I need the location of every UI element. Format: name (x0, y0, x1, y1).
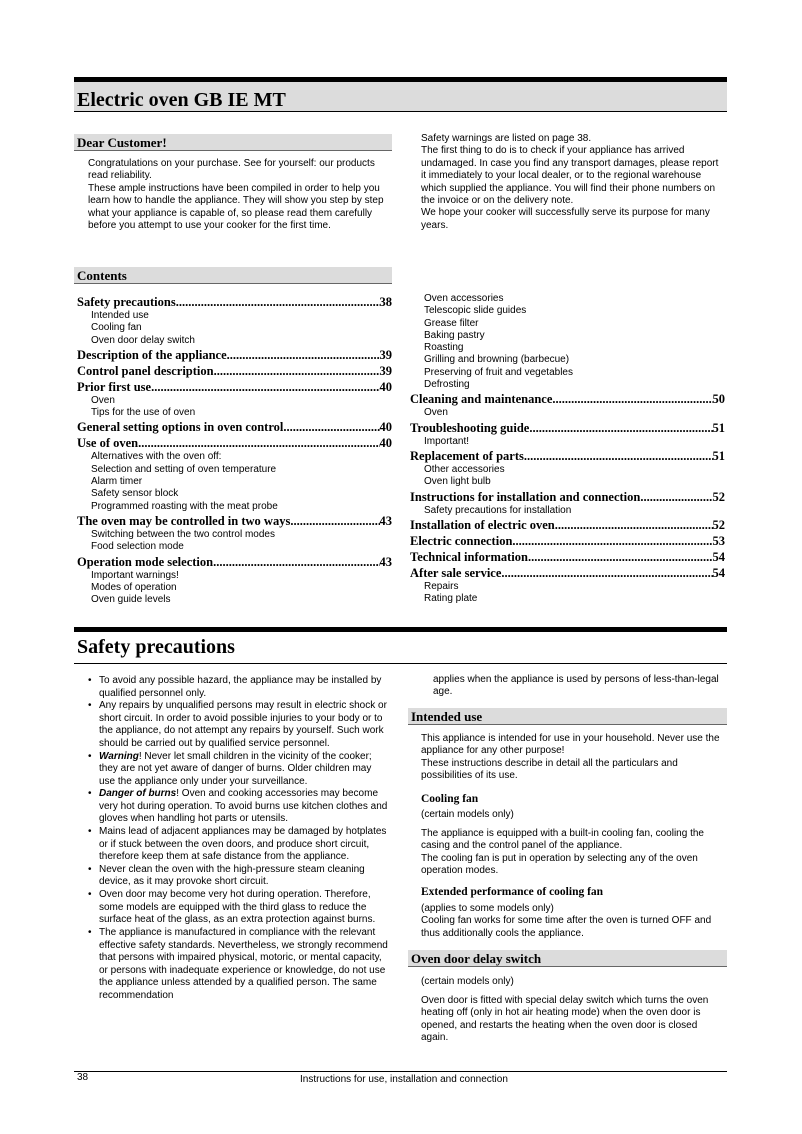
bullet-emphasis: Danger of burns (99, 788, 177, 800)
list-item (88, 700, 388, 750)
intended-use-heading: Intended use (408, 708, 727, 725)
dear-customer-left-text (88, 158, 390, 232)
list-item (88, 927, 388, 1002)
toc-entry[interactable] (410, 448, 725, 464)
toc-subentry: Rating plate (424, 593, 478, 605)
safety-bullet-list (88, 675, 388, 1002)
footer-rule (74, 1071, 727, 1072)
paragraph: This appliance is intended for use in your household. Never use the appliance for any other purpose! (421, 733, 720, 757)
list-item (88, 864, 388, 889)
paragraph: Congratulations on your purchase. See for yourself: our products read reliability. (88, 158, 375, 182)
toc-subentry: Important! (424, 435, 470, 447)
toc-entry-title: Safety precautions (77, 295, 176, 309)
cooling-fan-heading: Cooling fan (421, 793, 479, 805)
toc-entry[interactable] (77, 435, 392, 451)
bullet-text: ! Oven and cooking accessories may become very hot during operation. To avoid burns use kitchen clothes and gloves when handling hot parts or utensils. (99, 788, 388, 825)
toc-entry[interactable] (410, 391, 725, 407)
list-item (88, 826, 388, 864)
toc-entry-page: 39 (379, 347, 392, 362)
toc-entry-page: 43 (379, 513, 392, 528)
toc-subentry: Oven light bulb (424, 476, 491, 488)
intended-use-text (421, 733, 723, 783)
toc-entry-page: 40 (379, 436, 392, 451)
page-title: Electric oven GB IE MT (77, 89, 286, 111)
toc-entry[interactable] (410, 517, 725, 533)
bullet-text: The appliance is manufactured in compliance with the relevant effective safety standards. Nevertheless, we strongly recommend that persons with impaired physical, motoric, or mental capacity, or persons with inadequate experience or knowledge, do not use the appliance unless attended by a qualified person. The same recommendation (99, 927, 388, 1001)
toc-entry-page: 52 (712, 489, 725, 504)
toc-entry[interactable] (410, 420, 725, 436)
toc-entry[interactable] (77, 554, 392, 570)
toc-entry-title: The oven may be controlled in two ways (77, 513, 291, 528)
cooling-fan-text (421, 828, 723, 878)
toc-subentry: Repairs (424, 580, 459, 592)
bullet-text: Never clean the oven with the high-pressure steam cleaning device, as it may provoke short circuit. (99, 863, 365, 888)
toc-subentry: Alarm timer (91, 476, 143, 488)
bullet-text: To avoid any possible hazard, the appliance may be installed by qualified personnel only. (99, 675, 382, 699)
safety-title-rule (74, 663, 727, 664)
list-item (88, 788, 388, 826)
title-band (74, 82, 727, 112)
toc-subentry: Intended use (91, 310, 149, 321)
toc-entry-title: Installation of electric oven (410, 517, 555, 532)
toc-entry-page: 51 (712, 448, 725, 463)
dear-customer-heading: Dear Customer! (74, 134, 392, 151)
toc-entry[interactable] (410, 565, 725, 581)
list-item (88, 751, 388, 789)
toc-subentry: Oven (424, 407, 448, 419)
toc-subentry: Grilling and browning (barbecue) (424, 354, 570, 366)
paragraph: We hope your cooker will successfully serve its purpose for many years. (421, 207, 710, 231)
toc-entry-title: Use of oven (77, 436, 139, 451)
toc-entry-title: Replacement of parts (410, 448, 524, 463)
toc-subentry: Safety sensor block (91, 488, 179, 500)
toc-subentry: Selection and setting of oven temperature (91, 463, 277, 475)
bullet-emphasis: Warning (99, 750, 139, 762)
toc-subentry: Cooling fan (91, 322, 142, 334)
door-switch-text: Oven door is fitted with special delay switch which turns the oven heating off (only in hot air heating mode) when the oven door is opened, and restarts the heating when the oven door is closed again. (421, 995, 709, 1044)
safety-continuation: applies when the appliance is used by persons of less-than-legal age. (433, 674, 719, 698)
toc-entry-page: 43 (379, 554, 392, 569)
toc-entry-title: General setting options in oven control (77, 420, 284, 435)
toc-subentry: Safety precautions for installation (424, 504, 572, 516)
dear-customer-right-text (421, 133, 721, 232)
toc-subentry: Programmed roasting with the meat probe (91, 500, 278, 512)
toc-entry[interactable] (77, 513, 392, 529)
paragraph: Cooling fan works for some time after the oven is turned OFF and thus additionally cools the appliance. (421, 915, 712, 939)
bullet-text: Any repairs by unqualified persons may result in electric shock or short circuit. In order to avoid possible injuries to your body or to the appliance, do not attempt any repairs by yourself. Such work should be carried out by qualified service personnel. (99, 700, 387, 749)
toc-entry-title: Operation mode selection (77, 554, 214, 569)
safety-top-rule (74, 627, 727, 632)
door-switch-note: (certain models only) (421, 976, 514, 987)
toc-entry-title: Technical information (410, 549, 528, 564)
toc-subentry: Roasting (424, 342, 464, 354)
contents-heading: Contents (74, 267, 392, 284)
extended-fan-text (421, 903, 723, 940)
toc-entry-title: Description of the appliance (77, 347, 227, 362)
toc-entry[interactable] (410, 533, 725, 549)
toc-entry-page: 40 (379, 379, 392, 394)
paragraph: These ample instructions have been compiled in order to help you learn how to handle the appliance. They will show you step by step what your appliance is capable of, so please read them carefully before you attempt to use your cooker for the first time. (88, 182, 384, 232)
toc-subentry: Oven door delay switch (91, 334, 195, 346)
toc-subentry: Switching between the two control modes (91, 528, 275, 540)
footer-text: Instructions for use, installation and connection (300, 1074, 508, 1085)
toc-entry[interactable] (77, 419, 392, 435)
door-switch-heading: Oven door delay switch (408, 950, 727, 967)
extended-fan-heading: Extended performance of cooling fan (421, 886, 604, 898)
toc-subentry: Tips for the use of oven (91, 407, 196, 419)
bullet-text: Mains lead of adjacent appliances may be damaged by hotplates or if stuck between the oven doors, and produce short circuit, therefore keep them at safe distance from the appliance. (99, 826, 387, 863)
list-item (88, 889, 388, 927)
toc-subentry: Baking pastry (424, 329, 485, 341)
bullet-text: Oven door may become very hot during operation. Therefore, some models are equipped with the third glass to reduce the surface heat of the glass, as an extra protection against burns. (99, 889, 376, 926)
paragraph: The cooling fan is put in operation by selecting any of the oven operation modes. (421, 852, 698, 877)
toc-entry-title: Control panel description (77, 363, 214, 378)
toc-entry-title: Instructions for installation and connection (410, 489, 641, 504)
cooling-fan-note: (certain models only) (421, 809, 514, 820)
toc-subentry: Modes of operation (91, 581, 177, 593)
toc-entry-page: 51 (712, 420, 725, 435)
toc-subentry: Oven accessories (424, 293, 504, 304)
toc-entry-page: 50 (712, 392, 725, 407)
paragraph: The appliance is equipped with a built-in cooling fan, cooling the casing and the control panel of the appliance. (421, 828, 704, 852)
toc-subentry: Important warnings! (91, 569, 179, 581)
toc-entry[interactable] (77, 294, 392, 310)
toc-entry[interactable] (410, 549, 725, 565)
toc-entry[interactable] (410, 489, 725, 505)
toc-entry-page: 38 (379, 295, 392, 309)
bullet-text: ! Never let small children in the vicinity of the cooker; they are not yet aware of danger of burns. Older children may use the appliance only under your surveillance. (99, 750, 372, 787)
toc-entry-page: 52 (712, 517, 725, 532)
toc-subentry: Preserving of fruit and vegetables (424, 366, 573, 378)
toc-entry-title: Prior first use (77, 379, 152, 394)
list-item (88, 675, 388, 700)
toc-entry[interactable] (77, 363, 392, 379)
toc-entry-title: After sale service (410, 565, 502, 580)
paragraph: Safety warnings are listed on page 38. (421, 133, 592, 144)
toc-entry-title: Cleaning and maintenance (410, 392, 553, 407)
toc-entry-page: 39 (379, 363, 392, 378)
paragraph: The first thing to do is to check if your appliance has arrived undamaged. In case you find any transport damages, please report it immediately to your local dealer, or to the regional warehouse which supplied the appliance. You will find their phone numbers on the invoice or on the delivery note. (421, 145, 719, 207)
toc-subentry: Oven (91, 394, 115, 406)
contents-right-column (410, 293, 725, 605)
toc-entry-page: 40 (379, 420, 392, 435)
page-number: 38 (77, 1072, 89, 1083)
toc-subentry: Telescopic slide guides (424, 305, 527, 317)
toc-entry[interactable] (77, 347, 392, 363)
toc-entry-page: 53 (712, 533, 725, 548)
toc-entry-title: Electric connection (410, 533, 513, 548)
toc-entry[interactable] (77, 379, 392, 395)
toc-entry-page: 54 (712, 565, 725, 580)
safety-title: Safety precautions (77, 636, 235, 658)
toc-entry-page: 54 (712, 549, 725, 564)
paragraph: These instructions describe in detail all the particulars and possibilities of its use. (421, 757, 678, 782)
paragraph: (applies to some models only) (421, 903, 554, 914)
toc-subentry: Oven guide levels (91, 594, 171, 606)
toc-subentry: Defrosting (424, 379, 470, 391)
toc-subentry: Alternatives with the oven off: (91, 451, 222, 463)
toc-entry-title: Troubleshooting guide (410, 420, 530, 435)
toc-subentry: Grease filter (424, 317, 479, 329)
contents-left-column (77, 294, 392, 606)
toc-subentry: Food selection mode (91, 541, 184, 553)
toc-subentry: Other accessories (424, 463, 505, 475)
